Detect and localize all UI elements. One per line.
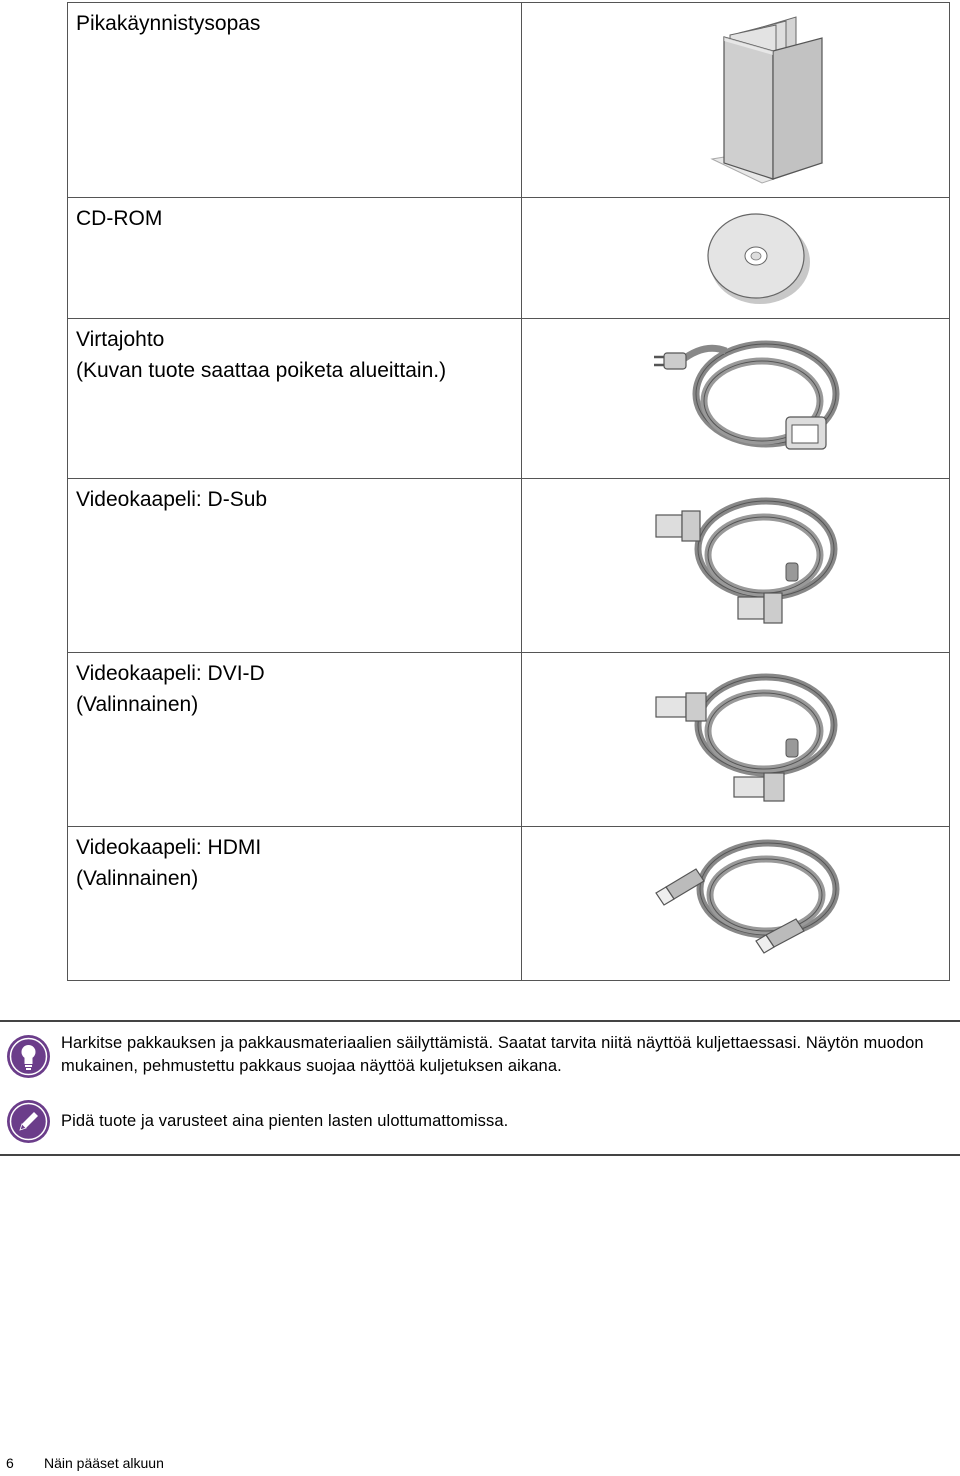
cd-rom-icon bbox=[636, 198, 836, 316]
notes-section bbox=[0, 1020, 960, 1156]
page-footer bbox=[6, 1454, 164, 1472]
dvi-d-cable-icon bbox=[626, 653, 846, 825]
item-label-line: Pikakäynnistysopas bbox=[76, 12, 261, 35]
table-row bbox=[68, 653, 950, 827]
power-cord-icon bbox=[626, 319, 846, 477]
item-label-line: (Valinnainen) bbox=[76, 693, 199, 716]
warning-text: Pidä tuote ja varusteet aina pienten lasten ulottumattomissa. bbox=[61, 1112, 509, 1130]
pencil-icon bbox=[6, 1099, 51, 1144]
item-label-line: (Valinnainen) bbox=[76, 867, 199, 890]
package-contents-table bbox=[67, 2, 950, 981]
item-label-quick-start-guide bbox=[68, 3, 522, 198]
item-image-cell bbox=[522, 319, 950, 479]
table-row bbox=[68, 827, 950, 981]
item-label-line: (Kuvan tuote saattaa poiketa alueittain.) bbox=[76, 359, 447, 382]
item-image-cell bbox=[522, 827, 950, 981]
table-row bbox=[68, 3, 950, 198]
item-label-cd-rom bbox=[68, 198, 522, 319]
table-row bbox=[68, 198, 950, 319]
lightbulb-icon bbox=[6, 1034, 51, 1079]
item-image-cell bbox=[522, 653, 950, 827]
quick-start-guide-icon bbox=[636, 3, 836, 193]
section-title: Näin pääset alkuun bbox=[44, 1455, 164, 1471]
item-label-d-sub bbox=[68, 479, 522, 653]
item-label-line: Videokaapeli: DVI-D bbox=[76, 662, 265, 685]
item-label-line: Virtajohto bbox=[76, 328, 165, 351]
tip-text: Harkitse pakkauksen ja pakkausmateriaalien säilyttämistä. Saatat tarvita niitä näyttöä kuljettaessasi. Näytön muodon mukainen, pehmustettu pakkaus suojaa näyttöä kuljetuksen aikana. bbox=[61, 1034, 924, 1075]
item-image-cell bbox=[522, 479, 950, 653]
item-image-cell bbox=[522, 198, 950, 319]
d-sub-cable-icon bbox=[626, 479, 846, 651]
item-label-dvi-d bbox=[68, 653, 522, 827]
item-label-line: Videokaapeli: D-Sub bbox=[76, 488, 268, 511]
item-label-power-cord bbox=[68, 319, 522, 479]
table-row bbox=[68, 479, 950, 653]
item-label-line: CD-ROM bbox=[76, 207, 163, 230]
hdmi-cable-icon bbox=[626, 827, 846, 977]
item-label-hdmi bbox=[68, 827, 522, 981]
table-row bbox=[68, 319, 950, 479]
item-image-cell bbox=[522, 3, 950, 198]
item-label-line: Videokaapeli: HDMI bbox=[76, 836, 262, 859]
page-number: 6 bbox=[6, 1455, 14, 1471]
